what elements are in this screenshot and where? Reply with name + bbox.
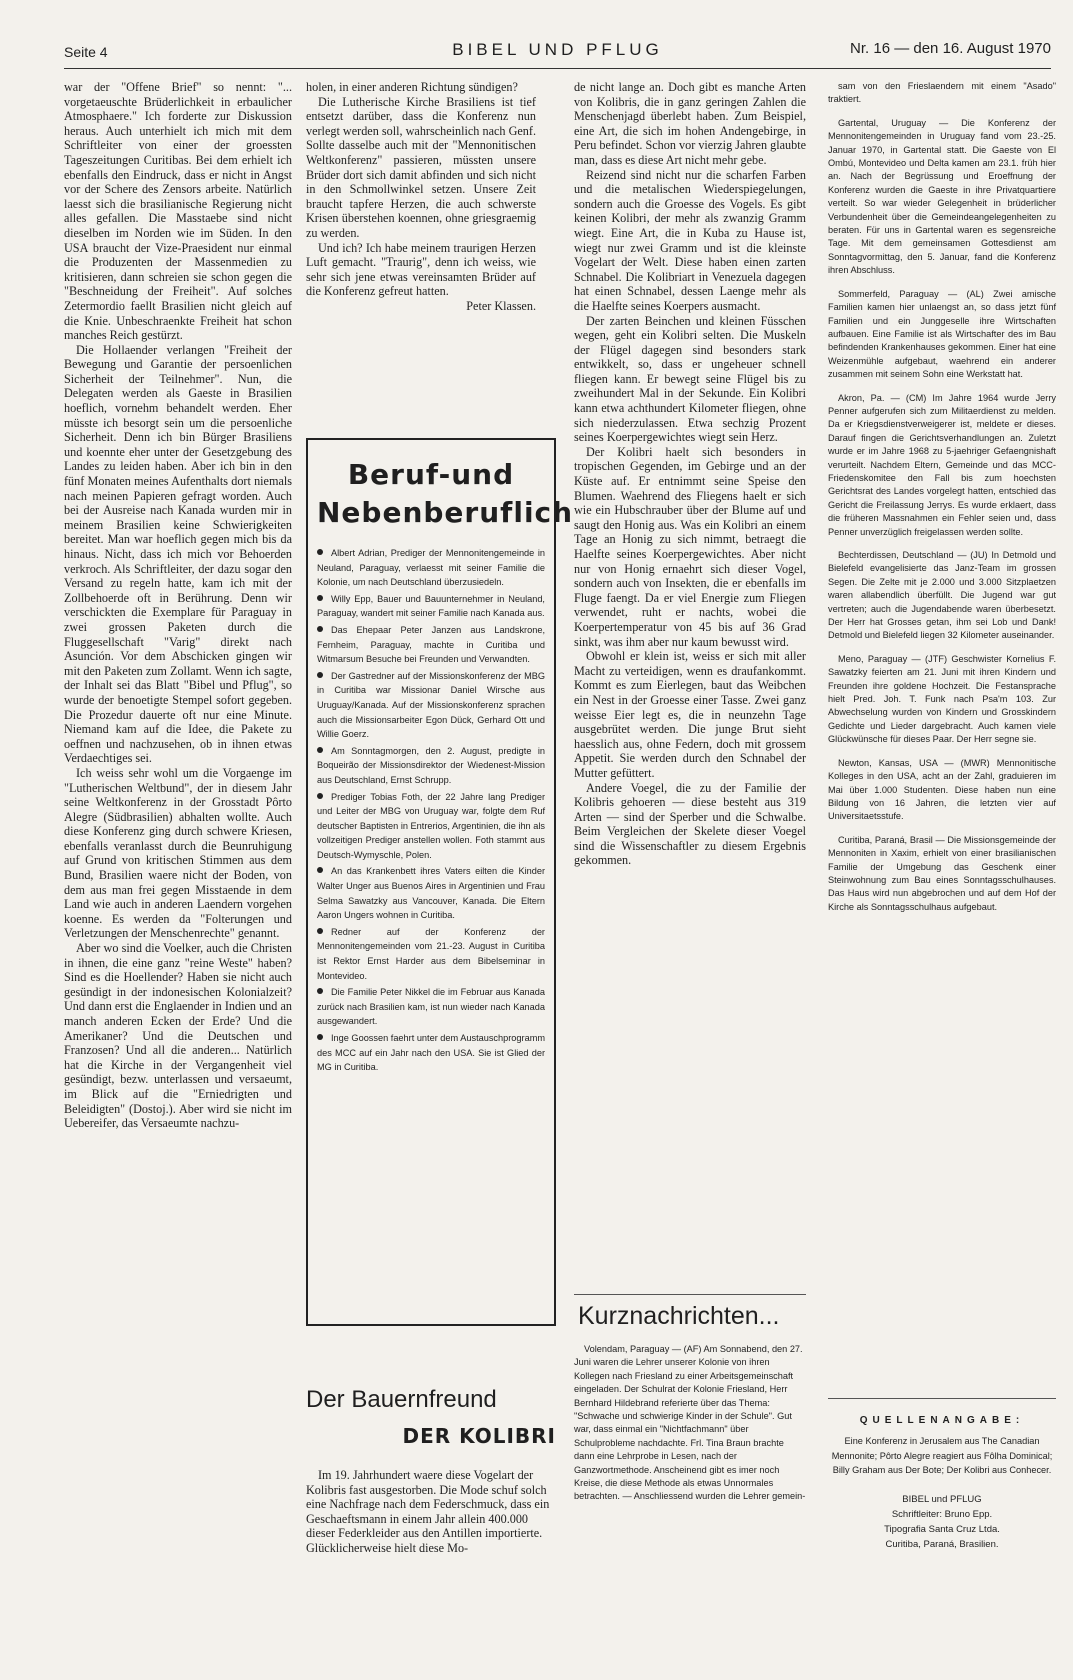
bullet-icon: [317, 549, 323, 555]
imprint-line: Curitiba, Paraná, Brasilien.: [885, 1538, 999, 1550]
beruf-item-text: Inge Goossen faehrt unter dem Austauschprogramm des MCC auf ein Jahr nach den USA. Sie ist Glied der MG in Curitiba.: [317, 1033, 545, 1073]
imprint-line: Tipografia Santa Cruz Ltda.: [884, 1523, 1000, 1535]
article-paragraph: Im 19. Jahrhundert waere diese Vogelart der Kolibris fast ausgestorben. Die Mode schuf solch eine Nachfrage nach dem Federschmuck, dass ein Geschaeftsmann in einem Jahr allein 400.000 dieser Federkleider aus den Antillen importierte. Glücklicherweise hielt diese Mo-: [306, 1468, 550, 1555]
beruf-item-text: Albert Adrian, Prediger der Mennonitengemeinde in Neuland, Paraguay, verlaesst mit seiner Familie die Kolonie, um nach Deutschland überzusiedeln.: [317, 548, 545, 588]
article-paragraph: Obwohl er klein ist, weiss er sich mit aller Macht zu verteidigen, wenn es draufankommt. Kommt es zum Eierlegen, baut das Weibchen ein Nest in der Groesse einer Tasse. Zwei ganz weisse Eier legt es, die in neunzehn Tage ausgebrütet werden. Die junge Brut sieht haesslich aus, ohne Federn, doch mit grossem Appetit. Sie werden durch den Schnabel der Mutter gefüttert.: [574, 649, 806, 780]
bullet-icon: [317, 747, 323, 753]
news-item: Akron, Pa. — (CM) Im Jahre 1964 wurde Jerry Penner aufgerufen sich zum Militaerdienst zu melden. Da er Kriegsdienstverweigerer ist, meldete er dieses. Darauf fingen die Gerichtsverhandlungen an. Zuletzt wurde er im Jahre 1968 zu 5-jaehriger Gefaengnishaft verurteilt. Nachdem Eltern, Gemeinde und das MCC-Friedenskomitee den Fall bis zum hoechsten Gerichtsrat des Landes vorgelegt hatten, entschied das Gericht die Freilassung Jerrys. Es wurde erklaert, dass die früheren Massnahmen ein Fehler seien und, dass Penner unverzüglich freigelassen werden sollte.: [828, 392, 1056, 537]
beruf-item: [317, 790, 545, 863]
beruf-item: [317, 669, 545, 742]
beruf-title: [317, 456, 574, 532]
news-item: Sommerfeld, Paraguay — (AL) Zwei amische Familien kamen hier unlaengst an, so dass jetzt fünf Familien und ein Junggeselle ihre Wirtschaften aufbauen. Eine Familie ist als Wirtschafter des im Bau befindenden Krankenhauses gekommen. Einer hat eine Weizenmühle aufgebaut, waehrend ein anderer zusammen mit seinem Sohn eine Werkstatt hat.: [828, 288, 1056, 380]
kurznachrichten-title: Kurznachrichten...: [578, 1302, 780, 1330]
news-column-4: [828, 80, 1056, 924]
beruf-item: [317, 623, 545, 667]
beruf-title-line1: Beruf-und: [347, 458, 515, 491]
kolibri-heading: DER KOLIBRI: [402, 1424, 556, 1448]
article-paragraph: Der Kolibri haelt sich besonders in tropischen Gegenden, im Gebirge und an der Küste auf. Er entnimmt seine Speise den Blumen. Waehrend des Fliegens haelt er sich wie ein Hubschrauber über der Blume auf und saugt den Honig aus. Was ein Kolibri an einem Tage an Honig zu sich nimmt, betraegt die Haelfte seines Koerpergewichtes. Aber nicht nur von Honig ernaehrt sich dieser Vogel, sondern auch von Insekten, die er ebenfalls im Fluge faengt. Da er viel Energie zum Fliegen verwendet, ruht er nachts, wobei die Koerpertemperatur von 45 bis auf 36 Grad sinkt, was ihm aber nur kaum bewusst wird.: [574, 444, 806, 649]
article-paragraph: Und ich? Ich habe meinem traurigen Herzen Luft gemacht. "Traurig", denn ich weiss, wie sehr sich jene etwas vereinsamten Brüder auf die Konferenz gefreut hatten.: [306, 240, 536, 299]
beruf-item-text: Prediger Tobias Foth, der 22 Jahre lang Prediger und Leiter der MBG von Uruguay war, folgte dem Ruf deutscher Baptisten in Entrerios, Argentinien, die ihn als vollzeitigen Prediger anstellen wollen. Foth stammt aus Deutsch-Wymyschle, Polen.: [317, 791, 545, 860]
beruf-item-text: Das Ehepaar Peter Janzen aus Landskrone, Fernheim, Paraguay, machte in Curitiba und Witmarsum Besuche bei Freunden und Verwandten.: [317, 624, 545, 665]
article-paragraph: Andere Voegel, die zu der Familie der Kolibris gehoeren — diese besteht aus 319 Arten — sind der Sperber und die Schwalbe. Beim Vergleichen der Skelete dieser Voegel sind die Wissenschaftler zu diesem Ergebnis gekommen.: [574, 780, 806, 868]
beruf-item: [317, 925, 545, 983]
beruf-item: [317, 1031, 545, 1075]
bullet-icon: [317, 626, 323, 632]
bullet-icon: [317, 867, 323, 873]
page-header: [64, 40, 1051, 66]
news-item: Bechterdissen, Deutschland — (JU) In Detmold und Bielefeld evangelisierte das Janz-Team im grossen Segen. Die Zelte mit je 2.000 und 3.000 Sitzplaetzen waren allabendlich überfüllt. Die Jugend war gut vertreten; auch die Jugendabende waren überbesetzt. Der Herr hat Grosses getan, ihm sei Lob und Dank! Detmold und Bielefeld liegen 32 Kilometer auseinander.: [828, 550, 1056, 641]
beruf-item-text: An das Krankenbett ihres Vaters eilten die Kinder Walter Unger aus Buenos Aires in Argentinien und Frau Selma Sawatzky aus Vancouver, Kanada. Die Eltern Aaron Ungers wohnen in Curitiba.: [317, 866, 545, 921]
news-item: Volendam, Paraguay — (AF) Am Sonnabend, den 27. Juni waren die Lehrer unserer Kolonie von ihren Kollegen nach Friesland zu einer Arbeitsgemeinschaft eingeladen. Der Schulrat der Kolonie Friesland, Herr Bernhard Hildebrand referierte über das Thema: "Schwache und schwierige Kinder in der Schule". Gut war, dass einmal ein "Nichtfachmann" über Schulprobleme nachdachte. Frl. Tina Braun brachte dann eine Lehrprobe in Lesen, nach der Ganzwortmethode. Anscheinend gibt es imer noch Kreise, die diese Methode als etwas Unnormales betrachten. — Anschliessend wurden die Lehrer gemein-: [574, 1344, 806, 1502]
page-number: Seite 4: [64, 44, 108, 60]
beruf-title-line2: Nebenberuflich: [317, 496, 574, 529]
bullet-icon: [317, 793, 323, 799]
article-column-3: [574, 80, 806, 868]
bullet-icon: [317, 672, 323, 678]
imprint: [828, 1492, 1056, 1552]
bauernfreund-section: [306, 1386, 556, 1556]
beruf-box: [306, 438, 574, 1326]
article-column-2: [306, 80, 536, 314]
news-item: Meno, Paraguay — (JTF) Geschwister Kornelius F. Sawatzky feierten am 21. Juni mit ihren Kindern und Freunden ihre goldene Hochzeit. Die Festansprache hielt Pred. Joh. T. Funk nach Psa'm 103. Zur Abwechselung wurden von Kindern und Grosskindern Gedichte und Lieder dargebracht. Auch kamen viele Glückwünsche für dieses Paar. Der Herr segne sie.: [828, 653, 1056, 745]
news-item: Newton, Kansas, USA — (MWR) Mennonitische Kolleges in den USA, acht an der Zahl, graduieren im Mai über 1.000 Studenten. Diese haben nun eine Bildung von 16 Jahren, die letzten vier auf Universitaetsstufe.: [828, 757, 1056, 822]
bullet-icon: [317, 1034, 323, 1040]
quellenangabe-text: Eine Konferenz in Jerusalem aus The Canadian Mennonite; Pôrto Alegre reagiert aus Fôlha Dominical; Billy Graham aus Der Bote; Der Kolibri aus Conhecer.: [831, 1436, 1053, 1476]
bullet-icon: [317, 595, 323, 601]
article-paragraph: Reizend sind nicht nur die scharfen Farben und die metalischen Wiederspiegelungen, sondern auch die Groesse des Vogels. Es gibt keinen Kolibri, der mehr als zwanzig Gramm wiegt. Eine Art, die in Kuba zu Hause ist, wiegt nur zwei Gramm und ist die kleinste Vogelart der Welt. Diese haben einen zarten Schnabel. Die Kolibriart in Venezuela dagegen hat einen Schnabel, dessen Laenge mehr als die Haelfte seines Koerpers ausmacht.: [574, 167, 806, 313]
header-rule: [64, 68, 1051, 69]
imprint-line: BIBEL und PFLUG: [902, 1493, 982, 1505]
beruf-item: [317, 744, 545, 788]
beruf-item: [317, 864, 545, 922]
imprint-line: Schriftleiter: Bruno Epp.: [891, 1508, 993, 1520]
beruf-item: [317, 985, 545, 1029]
beruf-item-text: Die Familie Peter Nikkel die im Februar aus Kanada zurück nach Brasilien kam, ist nun wieder nach Kanada ausgewandert.: [317, 987, 545, 1027]
author-signature: Peter Klassen.: [466, 298, 536, 313]
masthead: BIBEL UND PFLUG: [452, 40, 663, 59]
article-paragraph: war der "Offene Brief" so nennt: "... vorgetaeuschte Brüderlichkeit in erbaulicher Atmosphaere." Ich forderte zur Diskussion heraus. Auch unterhielt ich mich mit dem Schriftleiter von einer der groessten Tageszeitungen Curitibas. Bei dem erhielt ich ebenfalls den Eindruck, dass er nicht in Angst vor der Schere des Zensors arbeite. Natürlich laesst sich die brasilianische Regierung nicht alles gefallen. Die Masstaebe sind nicht dieselben im Norden wie im Süden. In den USA braucht der Vize-Praesident nur einmal die Produzenten der Massenmedien zu kritisieren, dann schreien sie schon gegen die "Beschneidung der Freiheit". Auf solches Zetermordio faellt Brasilien nicht gleich auf die Knie. Unbeschraenkte Freiheit hat schon manches Reich gestürzt.: [64, 80, 292, 343]
beruf-item: [317, 546, 545, 590]
quellenangabe-title: QUELLENANGABE:: [859, 1415, 1025, 1426]
news-item: Gartental, Uruguay — Die Konferenz der Mennonitengemeinden in Uruguay fand vom 23.-25. Januar 1970, in Gartental statt. Die Gaeste von El Ombú, Montevideo und Delta kamen am 23.1. früh hier an. Nach der Begrüssung und Eroeffnung der Konferenz wurden die Gaeste in ihre Privatquartiere verteilt. So war wieder Gelegenheit in brüderlicher Verbundenheit über die Gemeindeangelegenheiten zu beraten. Für uns in Gartental waren es segensreiche Tage. Mit dem gemeinsamen Gottesdienst am Sonntagvormittag, den 5. Januar, fand die Konferenz ihren Abschluss.: [828, 117, 1056, 276]
article-column-1: [64, 80, 292, 1131]
section-rule: [574, 1294, 806, 1295]
article-paragraph: de nicht lange an. Doch gibt es manche Arten von Kolibris, die in ganz geringen Zahlen die Menschenjagd überlebt haben. Zum Beispiel, eine Art, die sich im hohen Andengebirge, in Peru befindet. Schon vor vierzig Jahren glaubte man, dass es diese Art nicht mehr gebe.: [574, 80, 806, 167]
article-paragraph: holen, in einer anderen Richtung sündigen?: [306, 80, 518, 94]
article-paragraph: Ich weiss sehr wohl um die Vorgaenge im "Lutherischen Weltbund", der in diesem Jahr seine Weltkonferenz in der Grosstadt Pôrto Alegre (Südbrasilien) abhalten wollte. Auch diese Konferenz ging durch schwere Kriesen, ebenfalls veranlasst durch die Beunruhigung auf Grund von kritischen Stimmen aus dem Bund, Brasilien waere nicht der Boden, von dem aus man frei gegen Misstaende in dem Land wie auch in anderen Laendern vorgehen koenne. Es werden da "Folterungen und Verletzungen der Menschenrechte" genannt.: [64, 765, 292, 941]
bauernfreund-title: Der Bauernfreund: [306, 1386, 497, 1413]
issue-date: Nr. 16 — den 16. August 1970: [850, 40, 1051, 57]
article-paragraph: Die Lutherische Kirche Brasiliens ist tief entsetzt darüber, dass die Konferenz nun verlegt werden soll, wahrscheinlich nach Genf. Sollte dasselbe auch mit der "Mennonitischen Weltkonferenz" passieren, müssten unsere Brüder dort sich damit abfinden und sich nicht in den Schmollwinkel setzen. Unsere Zeit braucht tapfere Herzen, die auch schwerste Krisen überstehen koennen, ohne griesgraemig zu werden.: [306, 94, 536, 240]
article-paragraph: Der zarten Beinchen und kleinen Füsschen wegen, geht ein Kolibri selten. Die Muskeln der Flügel dagegen sind besonders stark entwikkelt, so, dass er ungeheuer schnell fliegen kann. Er bewegt seine Flügel bis zu zweihundert Mal in der Sekunde. Ein Kolibri kann etwa achthundert Kilometer fliegen, ohne sich niederzulassen. Etwa sechzig Prozent seines Koerpergewichtes wiegt sein Herz.: [574, 313, 806, 445]
beruf-item-text: Willy Epp, Bauer und Bauunternehmer in Neuland, Paraguay, wandert mit seiner Familie nach Kanada aus.: [317, 593, 545, 619]
beruf-item-text: Der Gastredner auf der Missionskonferenz der MBG in Curitiba war Missionar Daniel Wirsche aus Uruguay/Kanada. Auf der Missionskonferenz sprachen auch die Missionsarbeiter Egon Dück, Gerhard Ott und Willie Goerz.: [317, 670, 545, 740]
article-paragraph: Aber wo sind die Voelker, auch die Christen in ihnen, die eine ganz "reine Weste" haben? Sind es die Hoellender? Haben sie nicht auch gesündigt in der indonesischen Kolonialzeit? Und dann erst die Englaender in Indien und an manch anderen Ecken der Erde? Und die Amerikaner? Und die Deutschen und Franzosen? Und all die anderen... Natürlich hat die Kirche in der Vergangenheit viel gesündigt, bezw. unterlassen und versaeumt, im Blick auf die "Erniedrigten und Beleidigten" (Dostoj.). Aber wird sie nicht im Uebereifer, das Versaeumte nachzu-: [64, 941, 292, 1131]
news-item: Curitiba, Paraná, Brasil — Die Missionsgemeinde der Mennoniten in Xaxim, erhielt von einer brasilianischen Familie der Umgebung das Geschenk einer Steinwohnung zum Bau eines Sonntagsschulhauses. Das Haus wird nun abgebrochen und auf dem Hof der Kirche als Sonntagsschulhaus aufgebaut.: [828, 834, 1056, 912]
news-item: sam von den Frieslaendern mit einem "Asado" traktiert.: [828, 81, 1056, 105]
quellenangabe-section: [828, 1398, 1056, 1552]
kurznachrichten-section: [574, 1294, 806, 1514]
bullet-icon: [317, 988, 323, 994]
beruf-item-text: Redner auf der Konferenz der Mennonitengemeinden vom 21.-23. August in Curitiba ist Rektor Ernst Harder aus dem Bibelseminar in Montevideo.: [317, 926, 545, 981]
bullet-icon: [317, 928, 323, 934]
section-rule: [828, 1398, 1056, 1399]
beruf-item: [317, 592, 545, 621]
beruf-item-text: Am Sonntagmorgen, den 2. August, predigte in Boqueirão der Missionsdirektor der Wiedenest-Mission aus Deutschland, Ernst Schrupp.: [317, 745, 545, 785]
article-paragraph: Die Hollaender verlangen "Freiheit der Bewegung und Garantie der persoenlichen Sicherheit der Teilnehmer". Nun, die Delegaten werden als Gaeste in Brasilien hoeflich, vornehm behandelt werden. Eher müsste ich besorgt sein um die persoenliche Sicherheit. Denn ich bin Bürger Brasiliens und koennte eher unter der Gesetzgebung des Landes zu leiden haben. Aber ich bin in den fünf Monaten meines Aufenthalts dort niemals nach meinen Papieren gefragt worden. Auch bei der Ausreise nach Kanada wurden mir in meinem Brasilien keine Schwierigkeiten bereitet. Man war hoeflich gegen mich bis da hinaus. Nicht, dass ich mich vor Behoerden verkroch. Als Schriftleiter, der dazu sogar den Versand zu regeln hatte, kam ich mit der Zollbehoerde oft in Berührung. Denn wir verschickten die Exemplare für Paraguay in zwei grossen Paketen durch die Fluggesellschaft "Varig" direkt nach Asunción. Vor dem Abschicken gingen wir mit den Paketen zum Zollamt. Wenn ich sagte, der Inhalt sei das Blatt "Bibel und Pflug", so wurde der benoetigte Stempel sofort gegeben. Die Prozedur dauerte oft nur eine Minute. Niemand kam auf die Idee, die Pakete zu oeffnen und nachzusehen, ob in ihnen etwas Verdaechtiges sei.: [64, 342, 292, 766]
